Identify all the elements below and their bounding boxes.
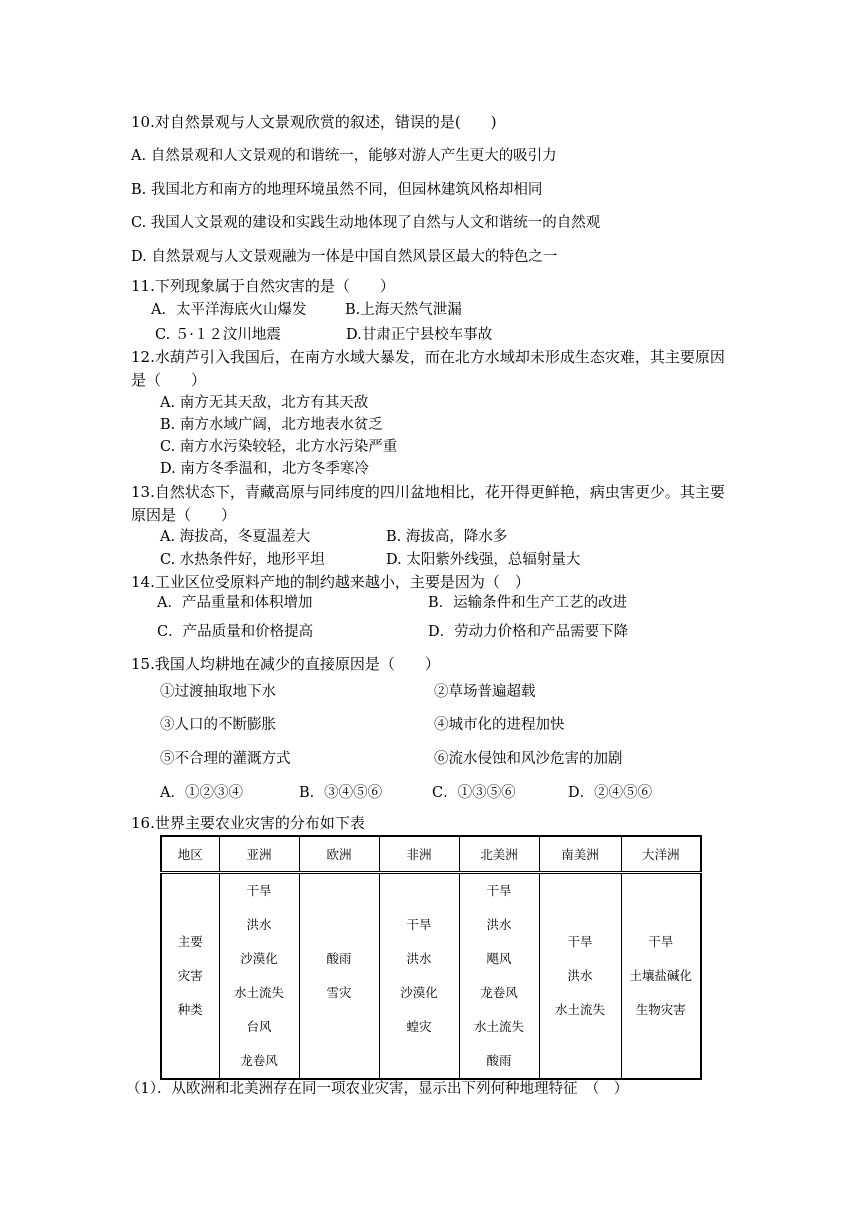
africa-cell <box>379 872 459 1079</box>
disaster-item: 干旱 <box>486 882 512 898</box>
q13-option-b: B. 海拔高，降水多 <box>386 529 508 545</box>
table-row <box>161 872 701 1079</box>
header-region: 地区 <box>161 836 219 872</box>
q12-stem-line2: 是（ ） <box>131 371 207 389</box>
disaster-item: 洪水 <box>246 916 272 932</box>
header-africa: 非洲 <box>379 836 459 872</box>
header-oceania: 大洋洲 <box>621 836 701 872</box>
q11-option-d: D.甘肃正宁县校车事故 <box>346 327 493 343</box>
q13-option-a: A. 海拔高，冬夏温差大 <box>160 529 311 545</box>
disaster-item: 土壤盐碱化 <box>629 967 692 983</box>
disaster-item: 雪灾 <box>326 984 352 1000</box>
disaster-item: 龙卷风 <box>480 984 518 1000</box>
q13-stem-line2: 原因是（ ） <box>131 506 237 524</box>
table-header-row <box>161 836 701 872</box>
row-label-line: 灾害 <box>177 967 203 983</box>
q15-item-4: ④城市化的进程加快 <box>434 717 565 733</box>
q11-option-b: B.上海天然气泄漏 <box>345 302 462 318</box>
header-south-america: 南美洲 <box>539 836 621 872</box>
disaster-item: 沙漠化 <box>240 950 278 966</box>
q16-sub-question-1: （1）．从欧洲和北美洲存在同一项农业灾害，显示出下列何种地理特征 （ ） <box>126 1081 629 1097</box>
q12-option-d: D. 南方冬季温和，北方冬季寒冷 <box>160 461 369 477</box>
q10-option-d: D. 自然景观与人文景观融为一体是中国自然风景区最大的特色之一 <box>131 249 558 265</box>
q15-item-3: ③人口的不断膨胀 <box>160 717 276 733</box>
q13-stem-line1: 13.自然状态下，青藏高原与同纬度的四川盆地相比，花开得更鲜艳，病虫害更少。其主要 <box>131 483 725 501</box>
q15-option-d: D．②④⑤⑥ <box>568 785 653 801</box>
row-label-line: 种类 <box>177 1001 203 1017</box>
oceania-cell <box>621 872 701 1079</box>
disaster-item: 洪水 <box>406 950 432 966</box>
q14-option-b: B．运输条件和生产工艺的改进 <box>428 595 628 611</box>
north-america-cell <box>459 872 539 1079</box>
q10-option-a: A. 自然景观和人文景观的和谐统一，能够对游人产生更大的吸引力 <box>131 148 557 164</box>
q10-option-c: C. 我国人文景观的建设和实践生动地体现了自然与人文和谐统一的自然观 <box>131 215 601 231</box>
disaster-table <box>160 835 702 1080</box>
q14-stem: 14.工业区位受原料产地的制约越来越小，主要是因为（ ） <box>131 573 530 591</box>
disaster-item: 酸雨 <box>486 1052 512 1068</box>
south-america-cell <box>539 872 621 1079</box>
disaster-item: 蝗灾 <box>406 1018 432 1034</box>
disaster-item: 沙漠化 <box>400 984 438 1000</box>
q13-option-c: C. 水热条件好，地形平坦 <box>160 552 325 568</box>
q11-option-c: C. ５·１２汶川地震 <box>155 327 281 343</box>
disaster-item: 洪水 <box>486 916 512 932</box>
disaster-item: 干旱 <box>567 933 593 949</box>
q12-option-a: A. 南方无其天敌，北方有其天敌 <box>160 395 369 411</box>
q15-item-6: ⑥流水侵蚀和风沙危害的加剧 <box>434 751 623 767</box>
disaster-item: 台风 <box>246 1018 272 1034</box>
q15-item-2: ②草场普遍超载 <box>434 684 536 700</box>
q16-stem: 16.世界主要农业灾害的分布如下表 <box>131 814 365 832</box>
q10-stem: 10.对自然景观与人文景观欣赏的叙述，错误的是( ) <box>131 113 497 131</box>
disaster-item: 水土流失 <box>554 1001 605 1017</box>
q12-stem-line1: 12.水葫芦引入我国后，在南方水域大暴发，而在北方水域却未形成生态灾难，其主要原因 <box>131 348 725 366</box>
q14-option-a: A．产品重量和体积增加 <box>157 595 313 611</box>
q15-item-5: ⑤不合理的灌溉方式 <box>160 751 291 767</box>
disaster-item: 干旱 <box>406 916 432 932</box>
q12-option-b: B. 南方水域广阔，北方地表水贫乏 <box>160 417 383 433</box>
q13-option-d: D. 太阳紫外线强，总辐射量大 <box>386 552 581 568</box>
disaster-item: 酸雨 <box>326 950 352 966</box>
q15-option-a: A．①②③④ <box>160 785 243 801</box>
q12-option-c: C. 南方水污染较轻，北方水污染严重 <box>160 439 398 455</box>
row-label-cell <box>161 872 219 1079</box>
header-europe: 欧洲 <box>299 836 379 872</box>
q15-item-1: ①过渡抽取地下水 <box>160 684 276 700</box>
disaster-item: 水土流失 <box>233 984 284 1000</box>
row-label-line: 主要 <box>177 933 203 949</box>
q10-option-b: B. 我国北方和南方的地理环境虽然不同，但园林建筑风格却相同 <box>131 182 543 198</box>
disaster-item: 干旱 <box>648 933 674 949</box>
header-north-america: 北美洲 <box>459 836 539 872</box>
header-asia: 亚洲 <box>219 836 299 872</box>
disaster-item: 飓风 <box>486 950 512 966</box>
q11-stem: 11.下列现象属于自然灾害的是（ ） <box>131 277 395 295</box>
disaster-item: 干旱 <box>246 882 272 898</box>
disaster-item: 生物灾害 <box>635 1001 686 1017</box>
q14-option-d: D．劳动力价格和产品需要下降 <box>428 624 629 640</box>
q11-option-a: A．太平洋海底火山爆发 <box>151 302 307 318</box>
q14-option-c: C．产品质量和价格提高 <box>157 624 314 640</box>
q15-option-c: C．①③⑤⑥ <box>432 785 516 801</box>
disaster-item: 洪水 <box>567 967 593 983</box>
disaster-item: 水土流失 <box>473 1018 524 1034</box>
asia-cell <box>219 872 299 1079</box>
europe-cell <box>299 872 379 1079</box>
disaster-item: 龙卷风 <box>240 1052 278 1068</box>
q15-stem: 15.我国人均耕地在减少的直接原因是（ ） <box>131 655 440 673</box>
q15-option-b: B．③④⑤⑥ <box>299 785 383 801</box>
